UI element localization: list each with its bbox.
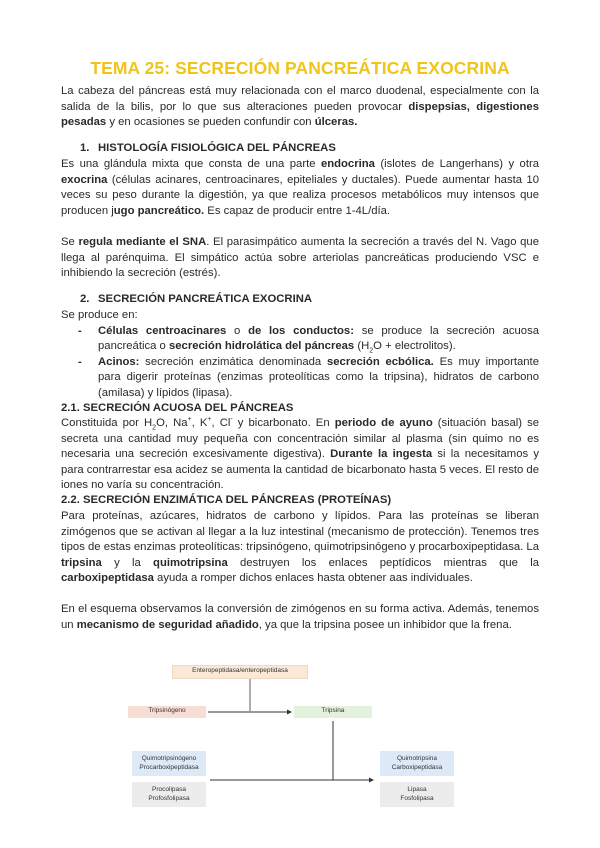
section-2-2-heading: 2.2. SECRECIÓN ENZIMÁTICA DEL PÁNCREAS (PROTEÍNAS) bbox=[61, 494, 392, 506]
page-title: TEMA 25: SECRECIÓN PANCREÁTICA EXOCRINA bbox=[90, 58, 510, 78]
tripsinogeno-box bbox=[128, 706, 206, 718]
section-2-heading: 2. SECRECIÓN PANCREÁTICA EXOCRINA bbox=[80, 293, 313, 305]
right-gray-box bbox=[380, 782, 454, 807]
right-blue-box bbox=[380, 751, 454, 776]
list-item: - Células centroacinares o de los conductos: se produce la secreción acuosa pancreática o secreción hidrolática del páncreas ($H_2O$ + electrolitos). bbox=[78, 324, 540, 355]
section-1-paragraph-1: Es una glándula mixta que consta de una parte endocrina (islotes de Langerhans) y otra exocrina (células acinares, centroacinares, epiteliales y ductales). Puede aumentar hasta 10 veces su peso durante la digestión, ya que realiza procesos metabólicos muy intensos que producen jugo pancreático. Es capaz de producir entre 1-4L/día. bbox=[61, 158, 540, 217]
fosfolipasa-label: Fosfolipasa bbox=[400, 795, 434, 802]
profosfolipasa-label: Profosfolipasa bbox=[148, 795, 190, 802]
arrowhead bbox=[287, 710, 292, 715]
enteropeptidasa-box bbox=[172, 665, 308, 679]
left-gray-box bbox=[132, 782, 206, 807]
quimotripsina-label: Quimotripsina bbox=[396, 755, 438, 762]
carboxipeptidasa-label: Carboxipeptidasa bbox=[391, 764, 443, 771]
section-1-paragraph-2: Se regula mediante el SNA. El parasimpático aumenta la secreción a través del N. Vago que llega al parénquima. El simpático actúa sobre arteriolas pancreáticas produciendo VSC e inhibiendo la secreción (estrés). bbox=[61, 236, 539, 279]
section-2-2-paragraph-2: En el esquema observamos la conversión de zimógenos en su forma activa. Además, tenemos un mecanismo de seguridad añadido, ya que la tripsina posee un inhibidor que la frena. bbox=[61, 603, 539, 631]
intro-paragraph: La cabeza del páncreas está muy relacionada con el marco duodenal, especialmente con la salida de la bilis, por lo que sus alteraciones pueden provocar dispepsias, digestiones pesadas y en ocasiones se pueden confundir con úlceras. bbox=[61, 85, 539, 128]
tripsina-label: Tripsina bbox=[321, 707, 345, 714]
procolipasa-label: Procolipasa bbox=[152, 786, 186, 793]
tripsinogeno-label: Tripsinógeno bbox=[148, 707, 186, 714]
enteropeptidasa-label: Enteropeptidasa/enteropeptidasa bbox=[192, 667, 288, 674]
left-blue-box bbox=[132, 751, 206, 776]
arrowhead bbox=[369, 778, 374, 783]
section-2-2-paragraph-1: Para proteínas, azúcares, hidratos de carbono y lípidos. Para las proteínas se liberan zimógenos que se activan al llegar a la luz intestinal (mecanismo de protección). Tenemos tres tipos de estas enzimas proteolíticas: tripsinógeno, quimotripsinógeno y procarboxipeptidasa. La tripsina y la quimotripsina destruyen los enlaces peptídicos mientras que la carboxipeptidasa ayuda a romper dichos enlaces hasta obtener aas individuales. bbox=[61, 510, 540, 584]
section-2-1-paragraph: Constituida por $H_2O$, Na+, K+, Cl- y bicarbonato. En periodo de ayuno (situación basal) se secreta una cantidad muy pequeña con concentración similar al plasma (sin quimo no es necesaria una secreción excesivamente digestiva). Durante la ingesta si la necesitamos y para contrarrestar esa acidez se aumenta la cantidad de bicarbonato hasta 5 veces. El resto de iones no varía su concentración. bbox=[61, 416, 540, 491]
procarboxipeptidasa-label: Procarboxipeptidasa bbox=[139, 764, 199, 771]
tripsina-box bbox=[294, 706, 372, 718]
list-item: - Acinos: secreción enzimática denominada secreción ecbólica. Es muy importante para digerir proteínas (enzimas proteolíticas como la tripsina), hidratos de carbono (amilasa) y lípidos (lipasa). bbox=[78, 355, 539, 399]
section-1-heading: 1. HISTOLOGÍA FISIOLÓGICA DEL PÁNCREAS bbox=[80, 142, 336, 154]
section-2-body: Se produce en: - Células centroacinares o de los conductos: se produce la secreción acuosa pancreática o secreción hidrolática del páncreas ($H_2O$ + electrolitos). - Acinos: secreción enzimática denominada secreción ecbólica. Es muy importante para digerir proteínas (enzimas proteolíticas como la tripsina), hidratos de carbono (amilasa) y lípidos (lipasa). bbox=[61, 308, 539, 401]
quimotripsinogeno-label: Quimotripsinógeno bbox=[141, 755, 197, 762]
section-2-1-heading: 2.1. SECRECIÓN ACUOSA DEL PÁNCREAS bbox=[61, 402, 294, 414]
lipasa-label: Lipasa bbox=[407, 786, 427, 793]
